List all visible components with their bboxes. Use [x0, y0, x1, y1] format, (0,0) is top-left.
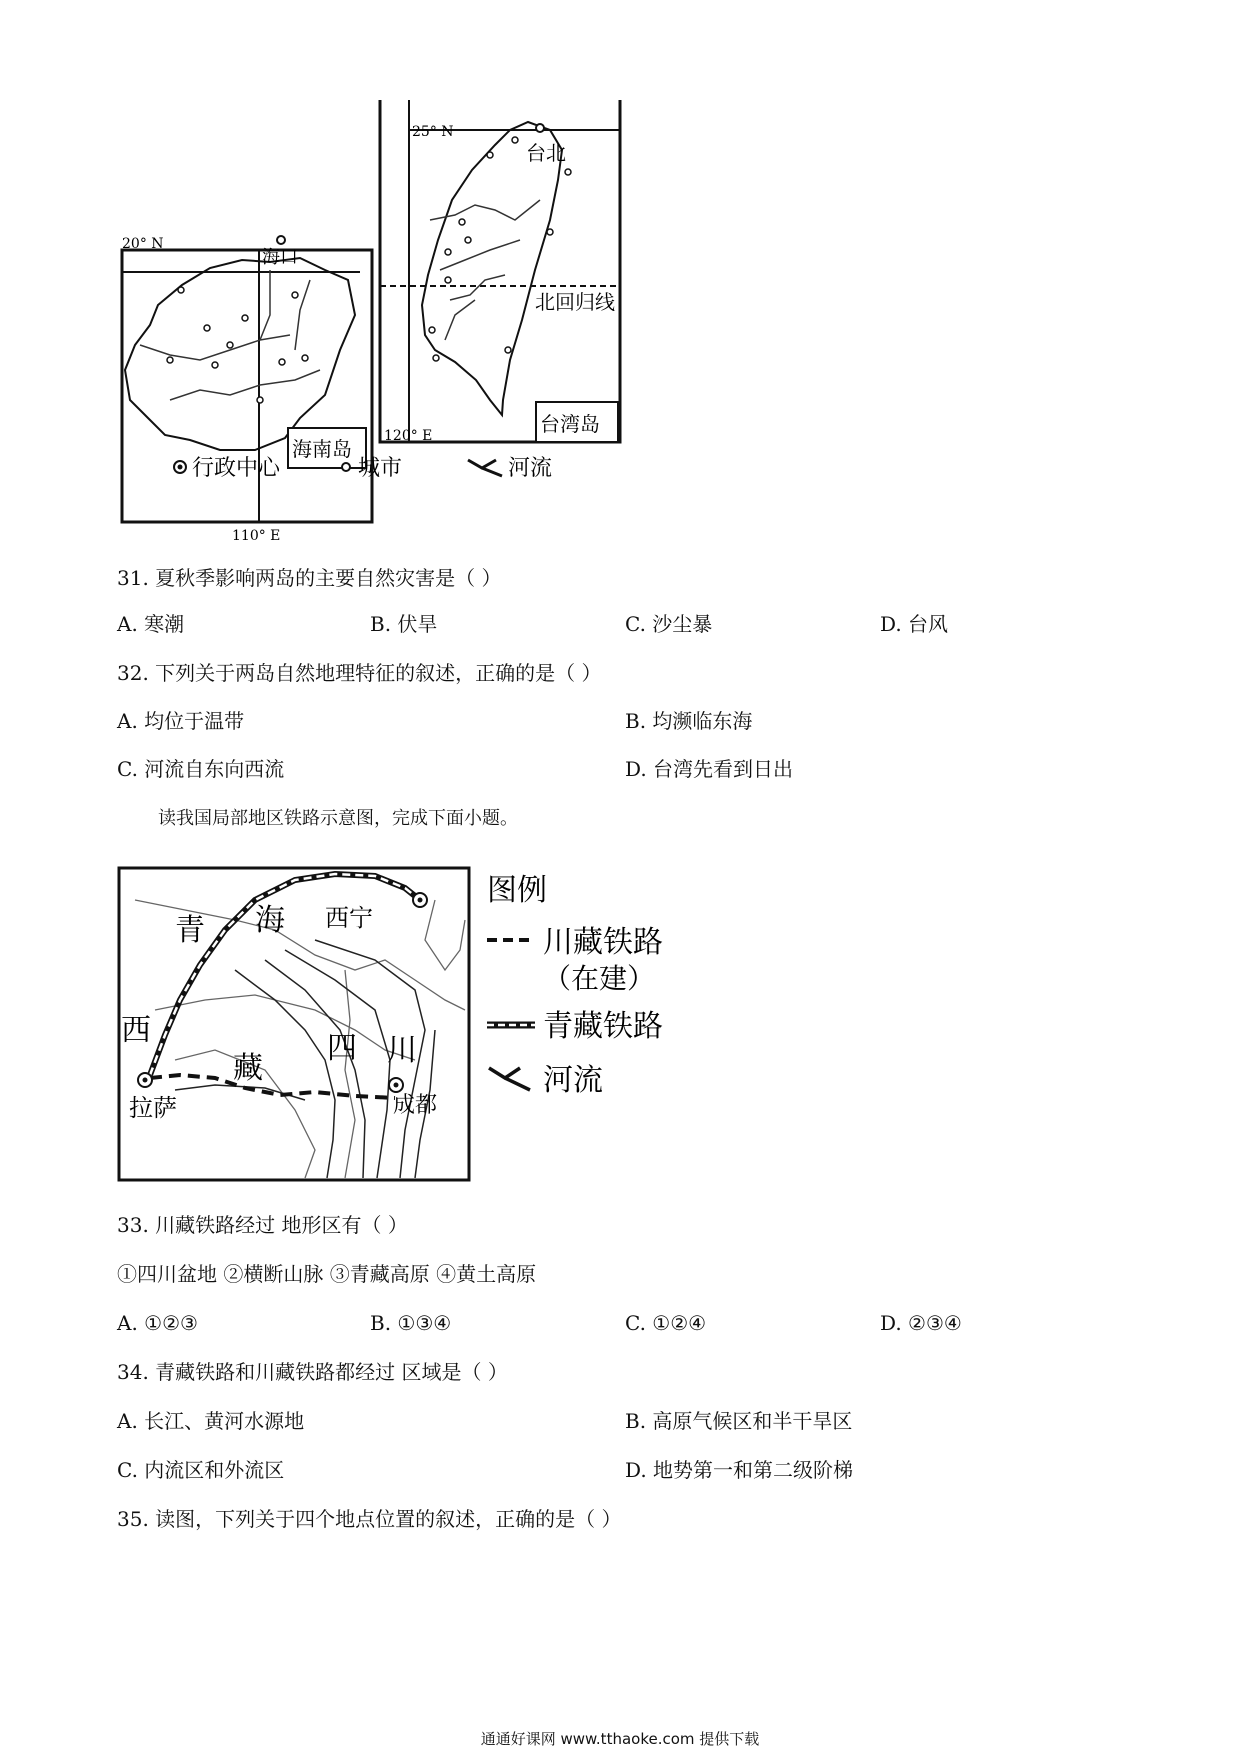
- q33-option-d[interactable]: D. ②③④: [880, 1311, 962, 1335]
- region-si: 四: [327, 1031, 357, 1066]
- q31-option-a[interactable]: A. 寒潮: [117, 612, 185, 636]
- legend-sichuan-tibet-note: （在建）: [543, 962, 656, 995]
- q34-option-a[interactable]: A. 长江、黄河水源地: [117, 1409, 305, 1433]
- city-chengdu: 成都: [393, 1093, 438, 1118]
- q33-option-a[interactable]: A. ①②③: [117, 1311, 198, 1335]
- page-footer: 通通好课网 www.tthaoke.com 提供下载: [480, 1730, 760, 1748]
- region-hai: 海: [255, 903, 285, 938]
- city-symbol-icon: [342, 463, 350, 471]
- hainan-lat-label: 20° N: [122, 236, 164, 252]
- q34-option-d[interactable]: D. 地势第一和第二级阶梯: [625, 1458, 854, 1482]
- q32-option-a[interactable]: A. 均位于温带: [117, 709, 245, 733]
- q34-option-c[interactable]: C. 内流区和外流区: [117, 1458, 285, 1482]
- q31-option-c[interactable]: C. 沙尘暴: [625, 612, 713, 636]
- legend-qinghai-tibet: 青藏铁路: [543, 1009, 663, 1044]
- taiwan-lat-label: 25° N: [412, 124, 454, 140]
- taiwan-map: [380, 100, 620, 444]
- q33-stem: 33. 川藏铁路经过 地形区有（ ）: [117, 1213, 408, 1237]
- legend-city: 城市: [358, 456, 403, 481]
- q33-option-c[interactable]: C. ①②④: [625, 1311, 707, 1335]
- tropic-label: 北回归线: [535, 290, 615, 314]
- region-zang: 藏: [233, 1051, 263, 1086]
- region-xi: 西: [121, 1013, 151, 1048]
- islands-legend: [174, 456, 552, 481]
- q33-option-b[interactable]: B. ①③④: [370, 1311, 452, 1335]
- q34-option-b[interactable]: B. 高原气候区和半干旱区: [625, 1409, 853, 1433]
- legend-river-2: 河流: [543, 1063, 603, 1098]
- q34-stem: 34. 青藏铁路和川藏铁路都经过 区域是（ ）: [117, 1360, 508, 1384]
- rail-river-symbol-icon: [489, 1068, 530, 1090]
- taipei-label: 台北: [526, 141, 566, 165]
- river-symbol-icon: [468, 460, 502, 476]
- railway-legend: [487, 873, 663, 1098]
- legend-capital: 行政中心: [192, 456, 281, 481]
- taiwan-lon-label: 120° E: [384, 428, 433, 444]
- taiwan-name: 台湾岛: [540, 412, 600, 436]
- legend-river: 河流: [508, 456, 553, 481]
- q33-items: ①四川盆地 ②横断山脉 ③青藏高原 ④黄土高原: [117, 1262, 537, 1286]
- q31-stem: 31. 夏秋季影响两岛的主要自然灾害是（ ）: [117, 566, 502, 590]
- hainan-map: [122, 236, 372, 544]
- q32-option-c[interactable]: C. 河流自东向西流: [117, 757, 285, 781]
- hainan-name: 海南岛: [292, 437, 352, 461]
- region-chuan: 川: [387, 1033, 417, 1068]
- legend-sichuan-tibet: 川藏铁路: [543, 925, 663, 960]
- city-xining: 西宁: [325, 904, 373, 932]
- legend-title: 图例: [487, 873, 547, 908]
- q32-option-b[interactable]: B. 均濒临东海: [625, 709, 753, 733]
- q31-option-b[interactable]: B. 伏旱: [370, 612, 438, 636]
- islands-map-figure: [110, 100, 710, 550]
- rail-intro: 读我国局部地区铁路示意图，完成下面小题。: [158, 808, 518, 829]
- railway-map-figure: [115, 860, 685, 1190]
- q35-stem: 35. 读图，下列关于四个地点位置的叙述，正确的是（ ）: [117, 1507, 622, 1531]
- q32-option-d[interactable]: D. 台湾先看到日出: [625, 757, 794, 781]
- haikou-label: 海口: [262, 247, 298, 268]
- region-qing: 青: [175, 913, 205, 948]
- city-lhasa: 拉萨: [129, 1094, 177, 1122]
- q31-option-d[interactable]: D. 台风: [880, 612, 949, 636]
- q32-stem: 32. 下列关于两岛自然地理特征的叙述，正确的是（ ）: [117, 661, 602, 685]
- railway-map: [119, 868, 469, 1180]
- hainan-lon-label: 110° E: [232, 528, 281, 544]
